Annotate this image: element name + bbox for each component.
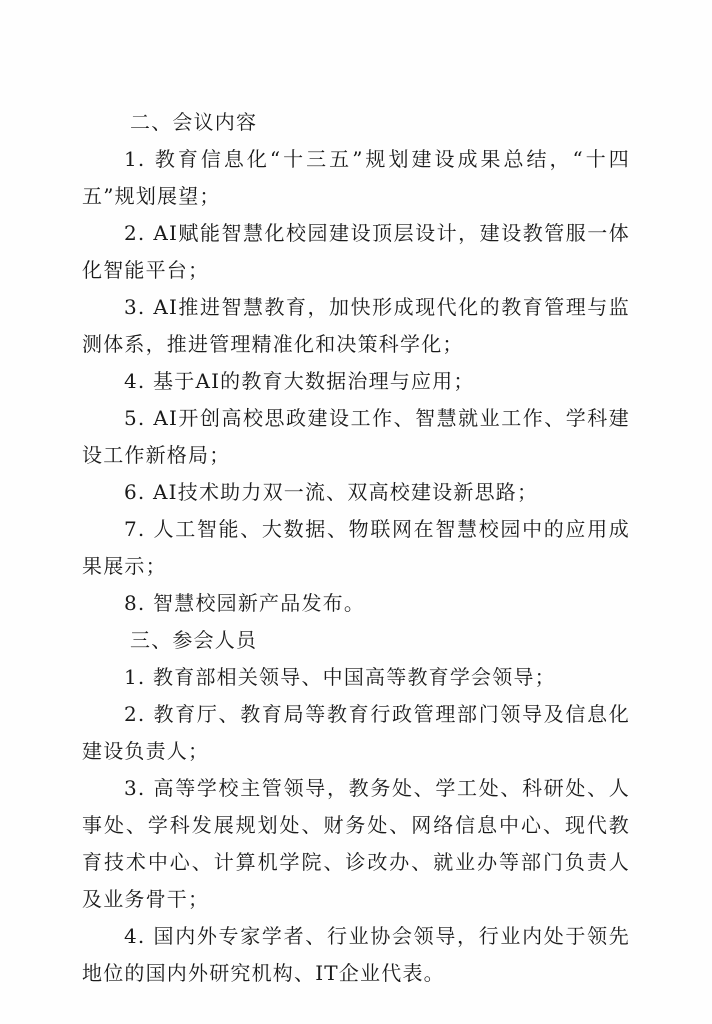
list-item: 1. 教育部相关领导、中国高等教育学会领导； bbox=[124, 665, 556, 689]
list-item: 6. AI技术助力双一流、双高校建设新思路； bbox=[124, 480, 539, 504]
list-item: 4. 基于AI的教育大数据治理与应用； bbox=[124, 369, 475, 393]
list-item: 5. AI开创高校思政建设工作、智慧就业工作、学科建设工作新格局； bbox=[82, 406, 630, 467]
list-item: 7. 人工智能、大数据、物联网在智慧校园中的应用成果展示； bbox=[82, 517, 630, 578]
section-attendees bbox=[82, 622, 630, 992]
list-item: 1. 教育信息化“十三五”规划建设成果总结，“十四五”规划展望； bbox=[82, 147, 630, 208]
list-item: 8. 智慧校园新产品发布。 bbox=[124, 591, 366, 615]
section-meeting-content bbox=[82, 104, 630, 622]
list-item: 3. 高等学校主管领导，教务处、学工处、科研处、人事处、学科发展规划处、财务处、网络信息中心、现代教育技术中心、计算机学院、诊改办、就业办等部门负责人及业务骨干； bbox=[82, 776, 630, 911]
list-item: 2. AI赋能智慧化校园建设顶层设计，建设教管服一体化智能平台； bbox=[82, 221, 630, 282]
document-body bbox=[82, 104, 630, 992]
list-item: 4. 国内外专家学者、行业协会领导，行业内处于领先地位的国内外研究机构、IT企业代表。 bbox=[82, 924, 630, 985]
list-item: 2. 教育厅、教育局等教育行政管理部门领导及信息化建设负责人； bbox=[82, 702, 630, 763]
list-item: 3. AI推进智慧教育，加快形成现代化的教育管理与监测体系，推进管理精准化和决策科学化； bbox=[82, 295, 630, 356]
section-heading: 三、参会人员 bbox=[130, 628, 258, 652]
section-heading: 二、会议内容 bbox=[130, 110, 258, 134]
